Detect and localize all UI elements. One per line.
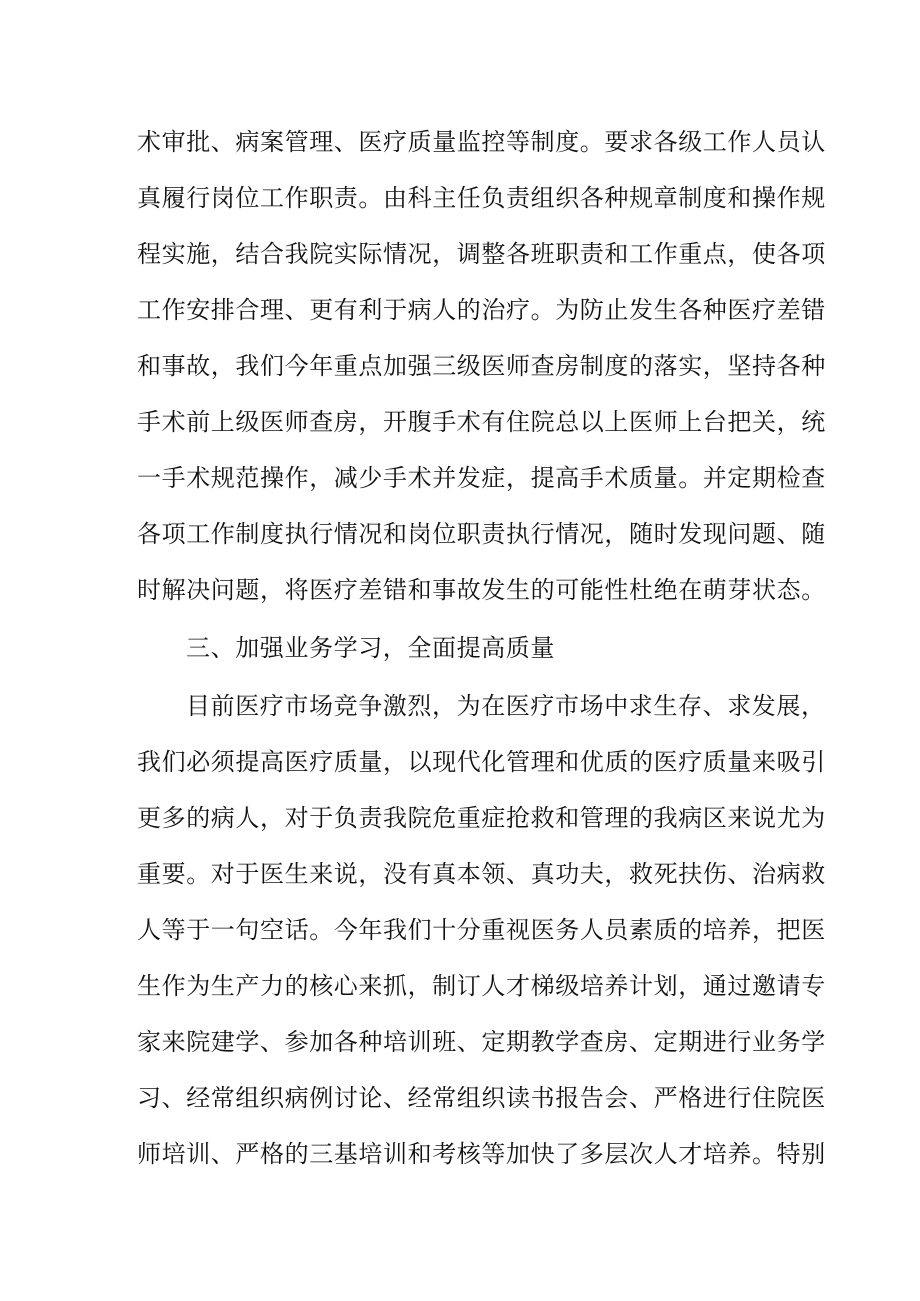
paragraph1-line-2: 真履行岗位工作职责。由科主任负责组织各种规章制度和操作规 xyxy=(137,184,826,212)
paragraph1-line-7: 一手术规范操作，减少手术并发症，提高手术质量。并定期检查 xyxy=(137,464,826,492)
paragraph2-line-3: 更多的病人，对于负责我院危重症抢救和管理的我病区来说尤为 xyxy=(137,804,826,832)
paragraph2-line-4: 重要。对于医生来说，没有真本领、真功夫，救死扶伤、治病救 xyxy=(137,860,826,888)
paragraph1-line-1: 术审批、病案管理、医疗质量监控等制度。要求各级工作人员认 xyxy=(137,128,826,156)
paragraph1-line-9: 时解决问题，将医疗差错和事故发生的可能性杜绝在萌芽状态。 xyxy=(137,576,826,604)
paragraph2-line-5: 人等于一句空话。今年我们十分重视医务人员素质的培养，把医 xyxy=(137,916,826,944)
paragraph1-line-5: 和事故，我们今年重点加强三级医师查房制度的落实，坚持各种 xyxy=(137,352,826,380)
paragraph2-line-7: 家来院建学、参加各种培训班、定期教学查房、定期进行业务学 xyxy=(137,1028,826,1056)
paragraph2-line-2: 我们必须提高医疗质量，以现代化管理和优质的医疗质量来吸引 xyxy=(137,748,826,776)
paragraph2-line-8: 习、经常组织病例讨论、经常组织读书报告会、严格进行住院医 xyxy=(137,1084,826,1112)
paragraph1-line-4: 工作安排合理、更有利于病人的治疗。为防止发生各种医疗差错 xyxy=(137,296,826,324)
paragraph1-line-6: 手术前上级医师查房，开腹手术有住院总以上医师上台把关，统 xyxy=(137,408,826,436)
section-heading: 三、加强业务学习，全面提高质量 xyxy=(186,634,555,662)
paragraph2-line-9: 师培训、严格的三基培训和考核等加快了多层次人才培养。特别 xyxy=(137,1140,826,1168)
paragraph1-line-8: 各项工作制度执行情况和岗位职责执行情况，随时发现问题、随 xyxy=(137,520,826,548)
paragraph1-line-3: 程实施，结合我院实际情况，调整各班职责和工作重点，使各项 xyxy=(137,240,826,268)
paragraph2-line-6: 生作为生产力的核心来抓，制订人才梯级培养计划，通过邀请专 xyxy=(137,972,826,1000)
paragraph2-line-1: 目前医疗市场竞争激烈，为在医疗市场中求生存、求发展， xyxy=(186,692,826,720)
